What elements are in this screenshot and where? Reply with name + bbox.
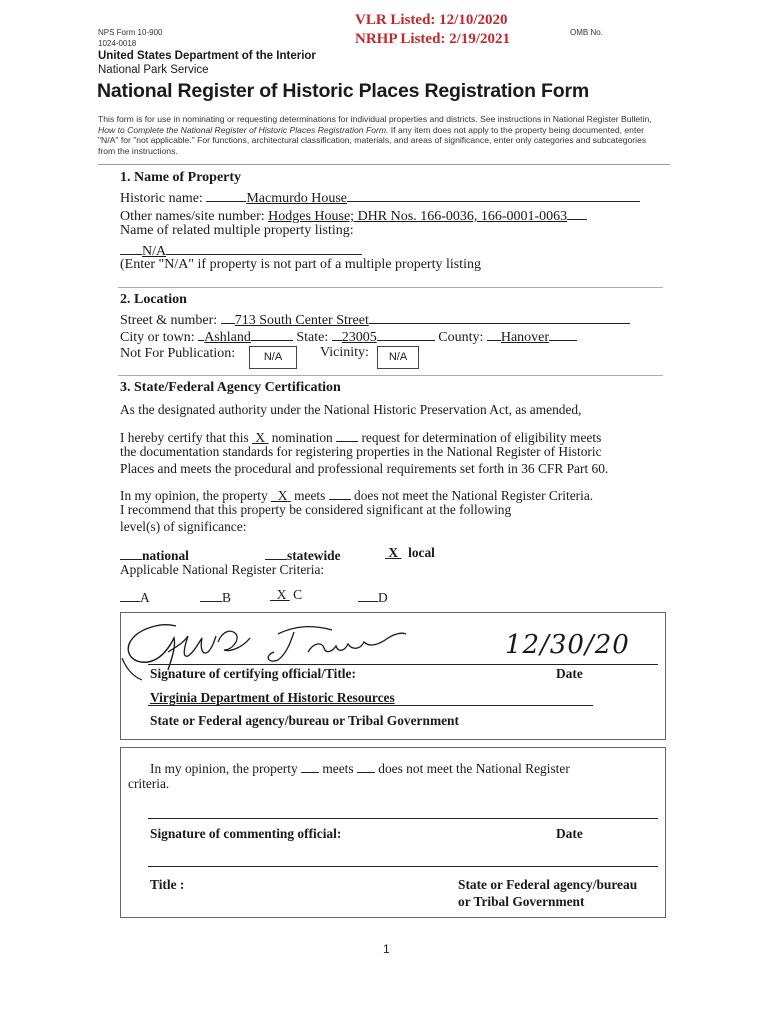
criteria-a[interactable] bbox=[120, 587, 150, 606]
criteria-d[interactable] bbox=[358, 587, 388, 606]
divider bbox=[118, 287, 663, 288]
commenting-title-line[interactable] bbox=[148, 866, 658, 867]
department-name: United States Department of the Interior bbox=[98, 50, 316, 62]
level-national-label: national bbox=[142, 548, 189, 563]
state-value: 23005 bbox=[341, 330, 377, 345]
criteria-b-label: B bbox=[222, 590, 231, 605]
agency-line bbox=[148, 705, 593, 706]
instructions-line: from the instructions. bbox=[98, 145, 178, 156]
section-3-heading: 3. State/Federal Agency Certification bbox=[120, 380, 341, 395]
commenting-opinion-line-2: criteria. bbox=[128, 776, 170, 791]
section-1-heading: 1. Name of Property bbox=[120, 170, 242, 185]
criteria-b[interactable] bbox=[200, 587, 231, 606]
section-2-heading: 2. Location bbox=[120, 292, 187, 307]
level-local[interactable] bbox=[385, 545, 435, 561]
divider bbox=[98, 164, 670, 165]
commenting-opinion-text: In my opinion, the property bbox=[150, 761, 301, 776]
meets-label: meets bbox=[290, 488, 329, 503]
commenting-meets-label: meets bbox=[319, 761, 357, 776]
date-label: Date bbox=[556, 666, 583, 681]
recommend-line-2: level(s) of significance: bbox=[120, 519, 247, 534]
criteria-c-label: C bbox=[293, 587, 303, 602]
vicinity-label: Vicinity: bbox=[320, 345, 369, 360]
criteria-label: Applicable National Register Criteria: bbox=[120, 562, 325, 577]
commenting-does-not-meet-checkbox[interactable] bbox=[357, 758, 375, 773]
does-not-meet-checkbox[interactable] bbox=[329, 485, 351, 500]
historic-name-value: Macmurdo House bbox=[246, 191, 348, 206]
historic-name-row bbox=[120, 187, 640, 207]
instructions-line: This form is for use in nominating or requesting determinations for individual properties and districts. See instructions in National Register Bulletin, bbox=[98, 114, 652, 124]
city-value: Ashland bbox=[204, 330, 251, 345]
certification-date-value: 12/30/20 bbox=[505, 630, 630, 660]
does-not-meet-label: does not meet the National Register Criteria. bbox=[350, 488, 594, 503]
form-number: NPS Form 10-900 bbox=[98, 28, 163, 37]
criteria-d-label: D bbox=[378, 590, 388, 605]
meets-checkbox[interactable] bbox=[271, 488, 291, 503]
other-names-value: Hodges House; DHR Nos. 166-0036, 166-0001-0063 bbox=[268, 209, 568, 224]
multiple-property-label: Name of related multiple property listing: bbox=[120, 223, 354, 238]
commenting-opinion-row bbox=[150, 758, 570, 777]
commenting-meets-checkbox[interactable] bbox=[301, 758, 319, 773]
signature-label: Signature of certifying official/Title: bbox=[150, 666, 356, 681]
level-statewide-label: statewide bbox=[287, 548, 341, 563]
commenting-agency-label-2: or Tribal Government bbox=[458, 894, 585, 909]
commenting-date-label: Date bbox=[556, 826, 583, 841]
determination-label: request for determination of eligibility meets bbox=[358, 430, 602, 445]
county-value: Hanover bbox=[500, 330, 550, 345]
level-local-label: local bbox=[408, 545, 435, 560]
agency-name: National Park Service bbox=[98, 64, 209, 76]
agency-label: State or Federal agency/bureau or Tribal Government bbox=[150, 713, 459, 728]
not-for-publication-field[interactable]: N/A bbox=[249, 346, 297, 369]
instructions-line bbox=[98, 125, 678, 136]
meets-mark: X bbox=[277, 488, 288, 503]
signature-line bbox=[148, 664, 658, 665]
commenting-does-not-meet-label: does not meet the National Register bbox=[374, 761, 570, 776]
other-names-label: Other names/site number: bbox=[120, 209, 265, 224]
nomination-mark: X bbox=[255, 430, 266, 445]
instructions-text: If any item does not apply to the property being documented, enter bbox=[388, 124, 644, 135]
page-number: 1 bbox=[383, 942, 390, 956]
recommend-line-1: I recommend that this property be considered significant at the following bbox=[120, 502, 512, 517]
city-label: City or town: bbox=[120, 330, 195, 345]
commenting-title-label: Title : bbox=[150, 877, 185, 892]
agency-value: Virginia Department of Historic Resources bbox=[150, 690, 395, 705]
determination-checkbox[interactable] bbox=[336, 427, 358, 442]
criteria-c[interactable] bbox=[270, 587, 302, 603]
nomination-label: nomination bbox=[268, 430, 337, 445]
omb-control-number: 1024-0018 bbox=[98, 39, 137, 48]
bulletin-title: How to Complete the National Register of Historic Places Registration Form. bbox=[98, 124, 389, 135]
vlr-listed-stamp: VLR Listed: 12/10/2020 bbox=[355, 12, 508, 28]
level-local-mark: X bbox=[388, 545, 399, 560]
instructions-paragraph bbox=[98, 114, 678, 156]
commenting-signature-label: Signature of commenting official: bbox=[150, 826, 342, 841]
vicinity-field[interactable]: N/A bbox=[377, 346, 419, 369]
not-for-publication-label: Not For Publication: bbox=[120, 346, 236, 361]
certify-line-2: the documentation standards for registering properties in the National Register of Historic bbox=[120, 444, 602, 459]
authority-statement: As the designated authority under the National Historic Preservation Act, as amended, bbox=[120, 402, 582, 417]
multiple-property-value: N/A bbox=[142, 244, 167, 259]
criteria-c-mark: X bbox=[276, 587, 287, 602]
county-label: County: bbox=[438, 330, 484, 345]
other-names-row bbox=[120, 205, 587, 225]
street-label: Street & number: bbox=[120, 313, 218, 328]
historic-name-label: Historic name: bbox=[120, 191, 203, 206]
state-label: State: bbox=[296, 330, 329, 345]
opinion-text: In my opinion, the property bbox=[120, 488, 271, 503]
multiple-property-note: (Enter "N/A" if property is not part of a multiple property listing bbox=[120, 257, 481, 272]
omb-label: OMB No. bbox=[570, 28, 603, 37]
instructions-line: "N/A" for "not applicable." For functions, architectural classification, materials, and areas of significance, enter only categories and subcategories bbox=[98, 135, 647, 145]
certify-line-3: Places and meets the procedural and professional requirements set forth in 36 CFR Part 60. bbox=[120, 461, 609, 476]
nrhp-listed-stamp: NRHP Listed: 2/19/2021 bbox=[355, 31, 511, 47]
page-title: National Register of Historic Places Registration Form bbox=[97, 80, 589, 102]
nomination-checkbox[interactable] bbox=[252, 430, 268, 445]
certify-text: I hereby certify that this bbox=[120, 430, 252, 445]
street-value: 713 South Center Street bbox=[234, 313, 369, 328]
commenting-agency-label-1: State or Federal agency/bureau bbox=[458, 877, 638, 892]
criteria-a-label: A bbox=[140, 590, 150, 605]
city-state-county-row bbox=[120, 326, 577, 346]
commenting-signature-line[interactable] bbox=[148, 818, 658, 819]
divider bbox=[118, 375, 663, 376]
